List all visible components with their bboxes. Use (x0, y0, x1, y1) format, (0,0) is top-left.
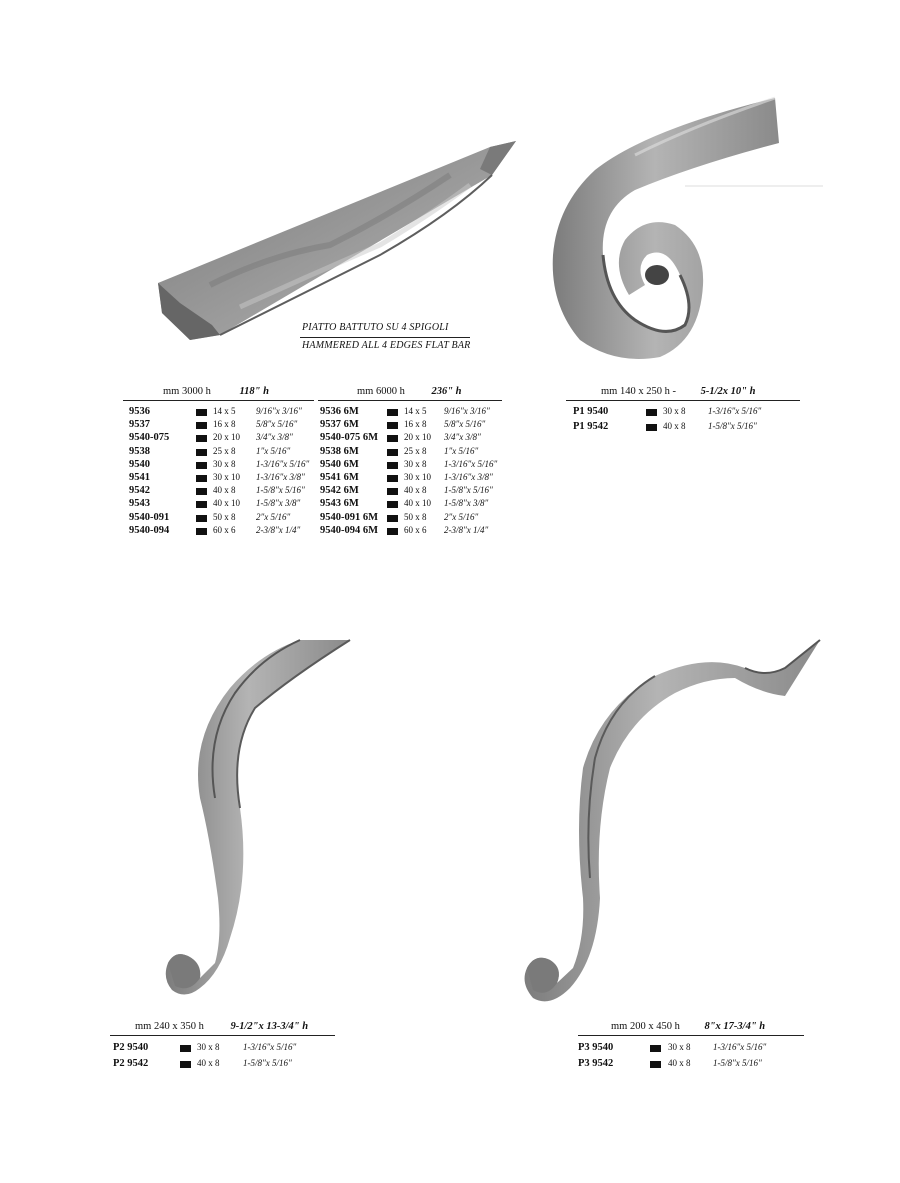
size-inch: 1-5/8"x 5/16" (256, 485, 305, 496)
product-code: 9540-091 6M (320, 511, 379, 523)
flat-bar-image (150, 135, 520, 345)
size-inch: 1-3/16"x 5/16" (713, 1042, 767, 1052)
section-marker-icon (196, 422, 207, 429)
table-row (129, 512, 346, 525)
size-mm: 25 x 8 (213, 445, 236, 456)
product-code: 9538 (129, 445, 150, 457)
size-mm: 16 x 8 (213, 419, 236, 430)
table-row (578, 1058, 803, 1071)
table-row (113, 1042, 333, 1055)
table-p2-header (135, 1021, 308, 1032)
size-inch: 1-3/16"x 5/16" (708, 406, 762, 416)
size-inch: 1"x 5/16" (444, 445, 479, 456)
size-inch: 2-3/8"x 1/4" (256, 524, 301, 535)
table-p3-rule (578, 1035, 804, 1036)
table-row (129, 432, 346, 445)
size-mm: 50 x 8 (213, 511, 236, 522)
section-marker-icon (387, 422, 398, 429)
size-mm: 30 x 8 (668, 1042, 691, 1052)
table-p1-header (601, 386, 755, 397)
table-p1-mm-label: mm 140 x 250 h - (601, 386, 676, 397)
table-p3-header (611, 1021, 765, 1032)
section-marker-icon (387, 501, 398, 508)
product-code: P3 9540 (578, 1042, 614, 1053)
size-mm: 40 x 8 (663, 421, 686, 431)
product-code: P2 9540 (113, 1042, 149, 1053)
section-marker-icon (196, 501, 207, 508)
section-marker-icon (196, 462, 207, 469)
table-row (320, 446, 534, 459)
table-6000-rule (318, 400, 502, 401)
size-inch: 1-5/8"x 3/8" (444, 498, 489, 509)
table-6000-inch-label: 236" h (431, 386, 462, 397)
product-code: 9540-075 (129, 432, 170, 444)
size-mm: 40 x 10 (213, 498, 240, 509)
section-marker-icon (196, 435, 207, 442)
section-marker-icon (646, 424, 657, 431)
section-marker-icon (387, 449, 398, 456)
size-inch: 9/16"x 3/16" (444, 406, 490, 416)
size-inch: 5/8"x 5/16" (444, 419, 486, 430)
section-marker-icon (650, 1045, 661, 1052)
size-inch: 1-5/8"x 5/16" (708, 421, 757, 431)
section-marker-icon (196, 449, 207, 456)
size-inch: 9/16"x 3/16" (256, 406, 302, 416)
product-code: 9540 6M (320, 458, 359, 470)
size-inch: 3/4"x 3/8" (444, 432, 481, 443)
size-inch: 1-3/16"x 3/8" (444, 472, 493, 482)
size-inch: 2"x 5/16" (444, 511, 479, 522)
table-row (129, 406, 346, 419)
scroll-p2-image (160, 638, 355, 1008)
section-marker-icon (646, 409, 657, 416)
size-mm: 14 x 5 (404, 406, 427, 416)
table-p2-mm-label: mm 240 x 350 h (135, 1021, 204, 1032)
table-p2-rule (110, 1035, 335, 1036)
table-row (129, 472, 346, 485)
table-row (320, 472, 534, 485)
section-marker-icon (387, 475, 398, 482)
product-code: P1 9540 (573, 406, 609, 417)
product-code: 9542 (129, 485, 150, 497)
section-marker-icon (196, 528, 207, 535)
product-code: 9543 (129, 498, 150, 510)
table-row (320, 512, 534, 525)
size-inch: 1-5/8"x 5/16" (243, 1058, 292, 1068)
size-mm: 25 x 8 (404, 445, 427, 456)
size-mm: 20 x 10 (404, 432, 431, 443)
section-marker-icon (650, 1061, 661, 1068)
product-code: 9540 (129, 458, 150, 470)
size-mm: 50 x 8 (404, 511, 427, 522)
size-inch: 2-3/8"x 1/4" (444, 524, 489, 535)
size-mm: 30 x 10 (213, 472, 240, 482)
product-code: 9538 6M (320, 445, 359, 457)
section-marker-icon (387, 435, 398, 442)
table-row (320, 432, 534, 445)
size-mm: 30 x 10 (404, 472, 431, 482)
table-3000-rule (123, 400, 314, 401)
table-row (573, 421, 798, 434)
size-mm: 60 x 6 (404, 524, 427, 535)
product-code: 9537 (129, 419, 150, 431)
size-mm: 30 x 8 (404, 458, 427, 469)
section-marker-icon (387, 462, 398, 469)
table-p3-inch-label: 8"x 17-3/4" h (704, 1021, 766, 1032)
size-mm: 40 x 8 (197, 1058, 220, 1068)
product-code: 9541 6M (320, 472, 359, 483)
section-marker-icon (196, 475, 207, 482)
size-inch: 3/4"x 3/8" (256, 432, 293, 443)
size-mm: 60 x 6 (213, 524, 236, 535)
table-p3-mm-label: mm 200 x 450 h (611, 1021, 680, 1032)
product-code: P2 9542 (113, 1058, 149, 1069)
section-marker-icon (387, 515, 398, 522)
product-code: 9540-075 6M (320, 432, 379, 444)
size-mm: 40 x 10 (404, 498, 431, 509)
size-inch: 1-3/16"x 5/16" (243, 1042, 297, 1052)
table-row (129, 419, 346, 432)
size-inch: 1-3/16"x 5/16" (444, 458, 498, 469)
product-code: 9543 6M (320, 498, 359, 510)
table-p1-rule (566, 400, 800, 401)
section-marker-icon (387, 528, 398, 535)
flat-bar-caption-en: HAMMERED ALL 4 EDGES FLAT BAR (302, 340, 471, 351)
size-inch: 1-5/8"x 5/16" (713, 1058, 762, 1068)
table-row (320, 498, 534, 511)
product-code: P1 9542 (573, 421, 609, 432)
table-row (129, 485, 346, 498)
size-inch: 1-3/16"x 3/8" (256, 472, 305, 482)
table-row (320, 485, 534, 498)
table-6000-header (357, 386, 462, 397)
flat-bar-caption-divider (300, 337, 470, 338)
size-inch: 2"x 5/16" (256, 511, 291, 522)
size-inch: 1-3/16"x 5/16" (256, 458, 310, 469)
table-3000-mm-label: mm 3000 h (163, 386, 211, 397)
table-p1-inch-label: 5-1/2x 10" h (700, 386, 756, 397)
table-row (129, 446, 346, 459)
section-marker-icon (387, 488, 398, 495)
table-row (320, 525, 534, 538)
scroll-p3-image (515, 638, 825, 1013)
section-marker-icon (196, 488, 207, 495)
product-code: 9541 (129, 472, 150, 483)
size-mm: 40 x 8 (668, 1058, 691, 1068)
table-row (320, 406, 534, 419)
product-code: 9540-091 (129, 511, 170, 523)
scroll-p1-image (545, 95, 835, 370)
section-marker-icon (196, 515, 207, 522)
size-inch: 1-5/8"x 5/16" (444, 485, 493, 496)
table-row (578, 1042, 803, 1055)
section-marker-icon (387, 409, 398, 416)
size-mm: 30 x 8 (197, 1042, 220, 1052)
product-code: 9540-094 6M (320, 524, 379, 536)
section-marker-icon (180, 1061, 191, 1068)
table-row (129, 498, 346, 511)
size-inch: 1"x 5/16" (256, 445, 291, 456)
table-row (320, 459, 534, 472)
table-row (113, 1058, 333, 1071)
size-mm: 16 x 8 (404, 419, 427, 430)
size-mm: 30 x 8 (663, 406, 686, 416)
table-row (573, 406, 798, 419)
table-3000-header (163, 386, 269, 397)
size-mm: 30 x 8 (213, 458, 236, 469)
table-row (129, 525, 346, 538)
table-row (320, 419, 534, 432)
flat-bar-caption-it: PIATTO BATTUTO SU 4 SPIGOLI (302, 322, 449, 333)
product-code: 9536 6M (320, 406, 359, 417)
size-mm: 20 x 10 (213, 432, 240, 443)
table-3000-inch-label: 118" h (239, 386, 269, 397)
table-p2-inch-label: 9-1/2"x 13-3/4" h (230, 1021, 309, 1032)
table-6000-mm-label: mm 6000 h (357, 386, 405, 397)
product-code: P3 9542 (578, 1058, 614, 1069)
product-code: 9542 6M (320, 485, 359, 497)
product-code: 9536 (129, 406, 150, 417)
size-inch: 5/8"x 5/16" (256, 419, 298, 430)
size-inch: 1-5/8"x 3/8" (256, 498, 301, 509)
product-code: 9537 6M (320, 419, 359, 431)
size-mm: 40 x 8 (404, 485, 427, 496)
section-marker-icon (180, 1045, 191, 1052)
table-row (129, 459, 346, 472)
size-mm: 40 x 8 (213, 485, 236, 496)
product-code: 9540-094 (129, 524, 170, 536)
section-marker-icon (196, 409, 207, 416)
size-mm: 14 x 5 (213, 406, 236, 416)
